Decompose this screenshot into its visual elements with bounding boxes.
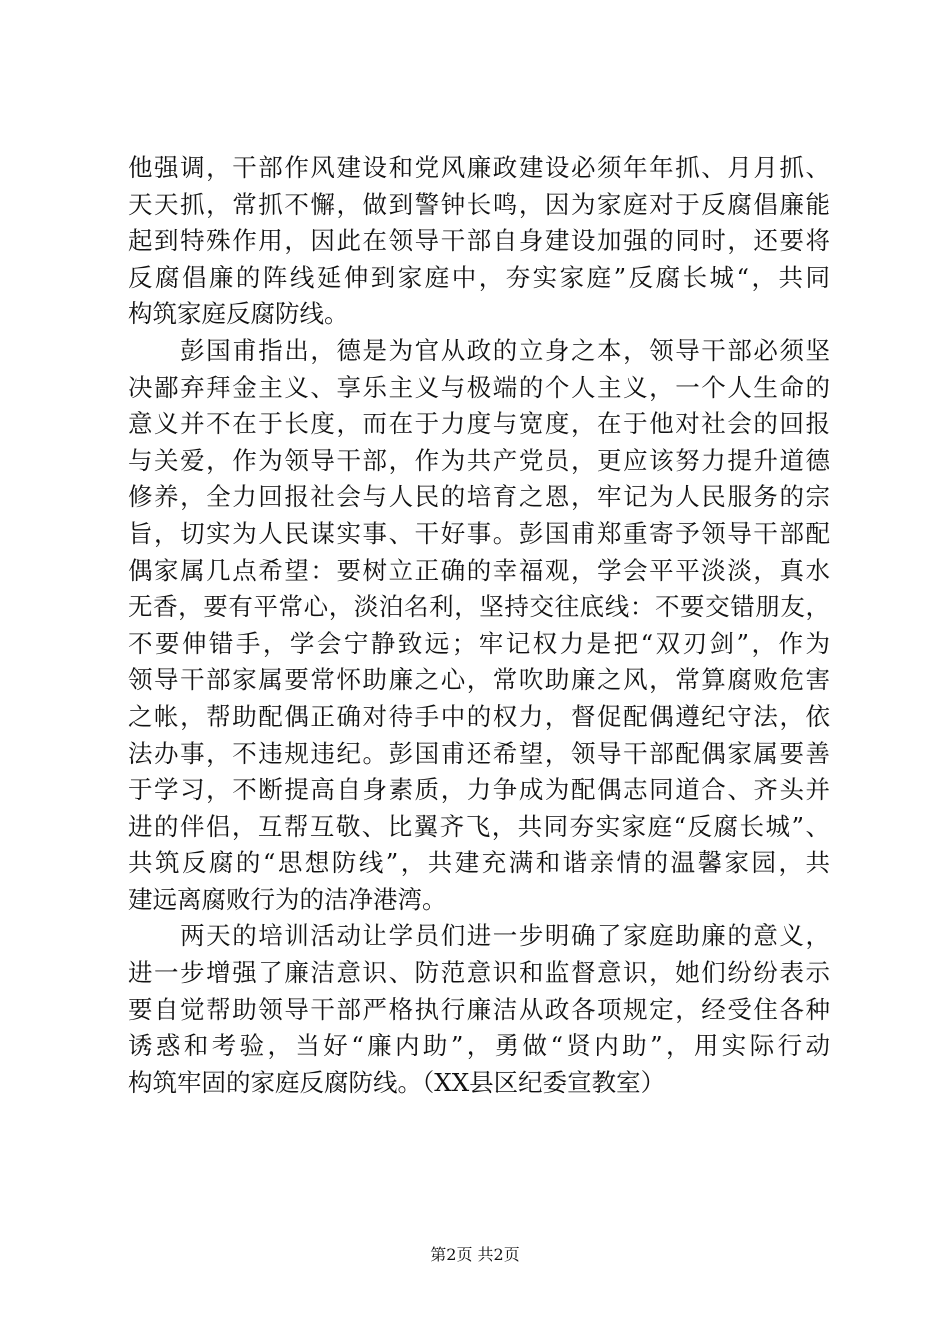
text-line: 旨，切实为人民谋实事、干好事。彭国甫郑重寄予领导干部配 <box>128 518 830 548</box>
text-line: 构筑牢固的家庭反腐防线。（XX县区纪委宣教室） <box>128 1067 666 1097</box>
text-line: 不要伸错手，学会宁静致远；牢记权力是把“双刃剑”，作为 <box>128 628 830 658</box>
text-line: 他强调，干部作风建设和党风廉政建设必须年年抓、月月抓、 <box>128 153 830 182</box>
text-line: 反腐倡廉的阵线延伸到家庭中，夯实家庭”反腐长城“，共同 <box>128 262 830 292</box>
text-line: 与关爱，作为领导干部，作为共产党员，更应该努力提升道德 <box>128 445 830 475</box>
text-line: 领导干部家属要常怀助廉之心，常吹助廉之风，常算腐败危害 <box>128 665 830 695</box>
text-line: 要自觉帮助领导干部严格执行廉洁从政各项规定，经受住各种 <box>128 994 830 1024</box>
text-line: 进的伴侣，互帮互敬、比翼齐飞，共同夯实家庭“反腐长城”、 <box>128 811 830 841</box>
paragraph-2 <box>128 333 830 919</box>
document-body <box>128 150 830 1101</box>
paragraph-1 <box>128 150 830 333</box>
text-line: 之帐，帮助配偶正确对待手中的权力，督促配偶遵纪守法，依 <box>128 701 830 731</box>
text-line: 偶家属几点希望：要树立正确的幸福观，学会平平淡淡，真水 <box>128 555 830 585</box>
text-line: 进一步增强了廉洁意识、防范意识和监督意识，她们纷纷表示 <box>128 958 830 988</box>
text-line: 诱惑和考验，当好“廉内助”，勇做“贤内助”，用实际行动 <box>128 1031 830 1061</box>
text-line: 意义并不在于长度，而在于力度与宽度，在于他对社会的回报 <box>128 409 830 439</box>
page-footer <box>0 1245 950 1265</box>
text-line: 共筑反腐的“思想防线”，共建充满和谐亲情的温馨家园，共 <box>128 848 830 878</box>
text-line: 决鄙弃拜金主义、享乐主义与极端的个人主义，一个人生命的 <box>128 372 830 402</box>
text-line: 两天的培训活动让学员们进一步明确了家庭助廉的意义， <box>128 921 830 951</box>
text-line: 修养，全力回报社会与人民的培育之恩，牢记为人民服务的宗 <box>128 482 830 512</box>
text-line: 彭国甫指出，德是为官从政的立身之本，领导干部必须坚 <box>128 335 830 365</box>
text-line: 法办事，不违规违纪。彭国甫还希望，领导干部配偶家属要善 <box>128 738 830 768</box>
text-line: 无香，要有平常心，淡泊名利，坚持交往底线：不要交错朋友， <box>128 592 830 622</box>
page-indicator: 第2页 共2页 <box>430 1245 520 1264</box>
text-line: 起到特殊作用，因此在领导干部自身建设加强的同时，还要将 <box>128 226 830 256</box>
text-line: 于学习，不断提高自身素质，力争成为配偶志同道合、齐头并 <box>128 775 830 805</box>
paragraph-3 <box>128 918 830 1101</box>
text-line: 天天抓，常抓不懈，做到警钟长鸣，因为家庭对于反腐倡廉能 <box>128 189 830 219</box>
text-line: 构筑家庭反腐防线。 <box>128 299 349 329</box>
text-line: 建远离腐败行为的洁净港湾。 <box>128 884 447 914</box>
